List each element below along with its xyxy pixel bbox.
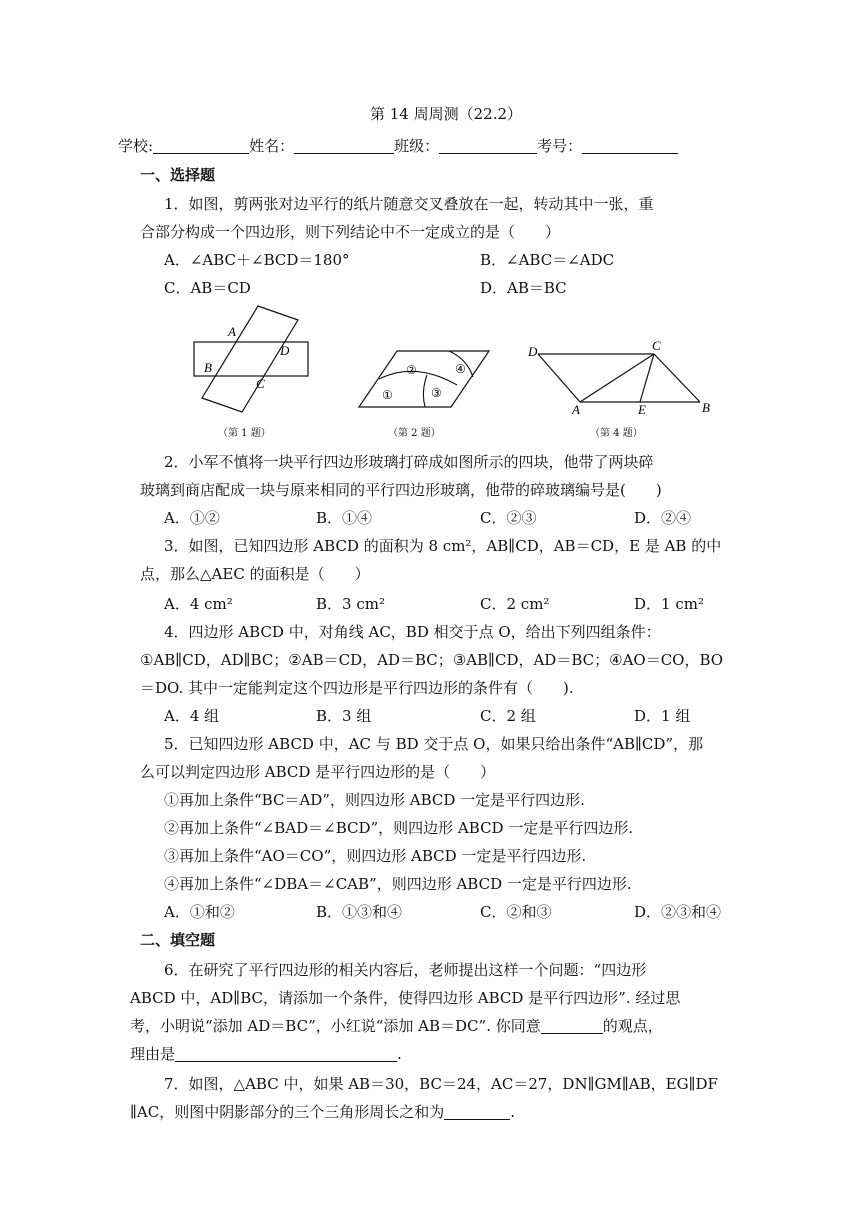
q2-option-c: C．②③ (480, 509, 537, 527)
fig2-piece-3: ③ (431, 386, 442, 400)
q6-line2: ABCD 中，AD∥BC，请添加一个条件，使得四边形 ABCD 是平行四边形”. 经过思 (130, 989, 681, 1007)
q1-option-b: B．∠ABC＝∠ADC (480, 251, 615, 269)
q5-line1: 5．已知四边形 ABCD 中，AC 与 BD 交于点 O，如果只给出条件“AB∥CD”，那 (164, 735, 704, 753)
q4-line2: ①AB∥CD，AD∥BC；②AB＝CD，AD＝BC；③AB∥CD，AD＝BC；④AO＝CO，BO (140, 651, 724, 669)
fig1-slanted-strip (202, 306, 298, 412)
class-label: 班级： (394, 137, 440, 155)
figure-q1 (180, 300, 330, 420)
q2-line1: 2．小军不慎将一块平行四边形玻璃打碎成如图所示的四块，他带了两块碎 (164, 453, 654, 471)
class-blank[interactable] (439, 137, 537, 154)
fig4-label-d: D (528, 344, 538, 359)
q2-line2: 玻璃到商店配成一块与原来相同的平行四边形玻璃，他带的碎玻璃编号是( ) (140, 481, 662, 499)
q5-statement-1: ①再加上条件“BC＝AD”，则四边形 ABCD 一定是平行四边形. (164, 791, 585, 809)
fig2-piece-2: ② (406, 363, 417, 377)
name-blank[interactable] (294, 137, 394, 154)
q2-option-a: A．①② (164, 509, 220, 527)
q3-line2: 点，那么△AEC 的面积是（ ） (140, 565, 370, 583)
q7-line2-text: ∥AC，则图中阴影部分的三个三角形周长之和为 (130, 1103, 445, 1121)
q6-line4-tail: . (397, 1045, 402, 1063)
q6-line3 (130, 1016, 663, 1036)
q1-option-c: C．AB＝CD (164, 279, 251, 297)
q1-option-a: A．∠ABC＋∠BCD＝180° (164, 251, 350, 269)
q3-option-a: A．4 cm² (164, 595, 233, 613)
exam-no-blank[interactable] (582, 137, 678, 154)
q5-option-a: A．①和② (164, 903, 235, 921)
fig2-caption: （第 2 题） (388, 428, 441, 439)
fig1-label-a: A (228, 324, 236, 339)
q4-option-a: A．4 组 (164, 707, 220, 725)
figure-q4 (520, 338, 720, 420)
q1-option-d: D．AB＝BC (480, 279, 567, 297)
q1-line1: 1．如图，剪两张对边平行的纸片随意交叉叠放在一起，转动其中一张，重 (164, 195, 654, 213)
q4-line1: 4．四边形 ABCD 中，对角线 AC，BD 相交于点 O，给出下列四组条件： (164, 623, 661, 641)
q5-option-c: C．②和③ (480, 903, 552, 921)
q6-line3-text: 考，小明说“添加 AD＝BC”，小红说“添加 AB＝DC”. 你同意 (130, 1017, 541, 1035)
exam-no-label: 考号： (537, 137, 583, 155)
school-label: 学校: (118, 137, 154, 155)
fig2-piece-4: ④ (455, 362, 466, 376)
fig2-piece-1: ① (382, 388, 393, 402)
fig1-caption: （第 1 题） (218, 428, 271, 439)
q4-line3: ＝DO. 其中一定能判定这个四边形是平行四边形的条件有（ ). (140, 679, 574, 697)
fig2-crack-2 (423, 375, 427, 407)
q5-option-d: D．②③和④ (634, 903, 722, 921)
fig1-label-b: B (204, 360, 212, 375)
q4-option-c: C．2 组 (480, 707, 536, 725)
fig1-label-d: D (280, 343, 290, 358)
fig4-label-b: B (702, 400, 710, 415)
q7-line2 (130, 1102, 515, 1122)
header-fields (118, 136, 678, 156)
q7-line2-tail: . (510, 1103, 516, 1121)
q7-line1: 7．如图，△ABC 中，如果 AB＝30，BC＝24，AC＝27，DN∥GM∥AB，EG∥DF (164, 1075, 718, 1093)
q3-option-d: D．1 cm² (634, 595, 704, 613)
q3-line1: 3．如图，已知四边形 ABCD 的面积为 8 cm²，AB∥CD，AB＝CD，E 是 AB 的中 (164, 537, 722, 555)
q3-option-c: C．2 cm² (480, 595, 550, 613)
fig4-side-da (538, 354, 580, 402)
q7-blank[interactable] (444, 1103, 510, 1120)
figure-q2 (355, 345, 495, 415)
q2-option-b: B．①④ (316, 509, 373, 527)
fig4-side-cb (654, 354, 700, 402)
fig4-diag-ac (580, 354, 654, 402)
q6-blank-1[interactable] (541, 1017, 603, 1034)
page-title: 第 14 周周测（22.2） (370, 105, 523, 123)
q5-line2: 么可以判定四边形 ABCD 是平行四边形的是（ ） (140, 763, 496, 781)
q5-option-b: B．①③和④ (316, 903, 403, 921)
q6-reason-label: 理由是 (130, 1045, 176, 1063)
q6-blank-2[interactable] (175, 1045, 397, 1062)
q4-option-d: D．1 组 (634, 707, 691, 725)
q2-option-d: D．②④ (634, 509, 692, 527)
q6-line4 (130, 1044, 402, 1064)
q6-line3-tail: 的观点， (602, 1017, 663, 1035)
section-fill: 二、填空题 (140, 931, 216, 949)
q1-line2: 合部分构成一个四边形，则下列结论中不一定成立的是（ ） (140, 223, 561, 241)
fig4-label-a: A (572, 402, 580, 417)
q5-statement-2: ②再加上条件“∠BAD＝∠BCD”，则四边形 ABCD 一定是平行四边形. (164, 819, 634, 837)
name-label: 姓名： (249, 137, 295, 155)
fig4-caption: （第 4 题） (590, 428, 643, 439)
q5-statement-3: ③再加上条件“AO＝CO”，则四边形 ABCD 一定是平行四边形. (164, 847, 587, 865)
q6-line1: 6．在研究了平行四边形的相关内容后，老师提出这样一个问题：“四边形 (164, 961, 647, 979)
fig2-crack-1 (379, 371, 457, 385)
q4-option-b: B．3 组 (316, 707, 372, 725)
q3-option-b: B．3 cm² (316, 595, 385, 613)
fig1-label-c: C (256, 376, 265, 391)
q5-statement-4: ④再加上条件“∠DBA＝∠CAB”，则四边形 ABCD 一定是平行四边形. (164, 875, 632, 893)
section-choice: 一、选择题 (140, 166, 216, 184)
fig4-label-e: E (638, 402, 646, 417)
school-blank[interactable] (153, 137, 249, 154)
fig4-label-c: C (652, 338, 661, 353)
